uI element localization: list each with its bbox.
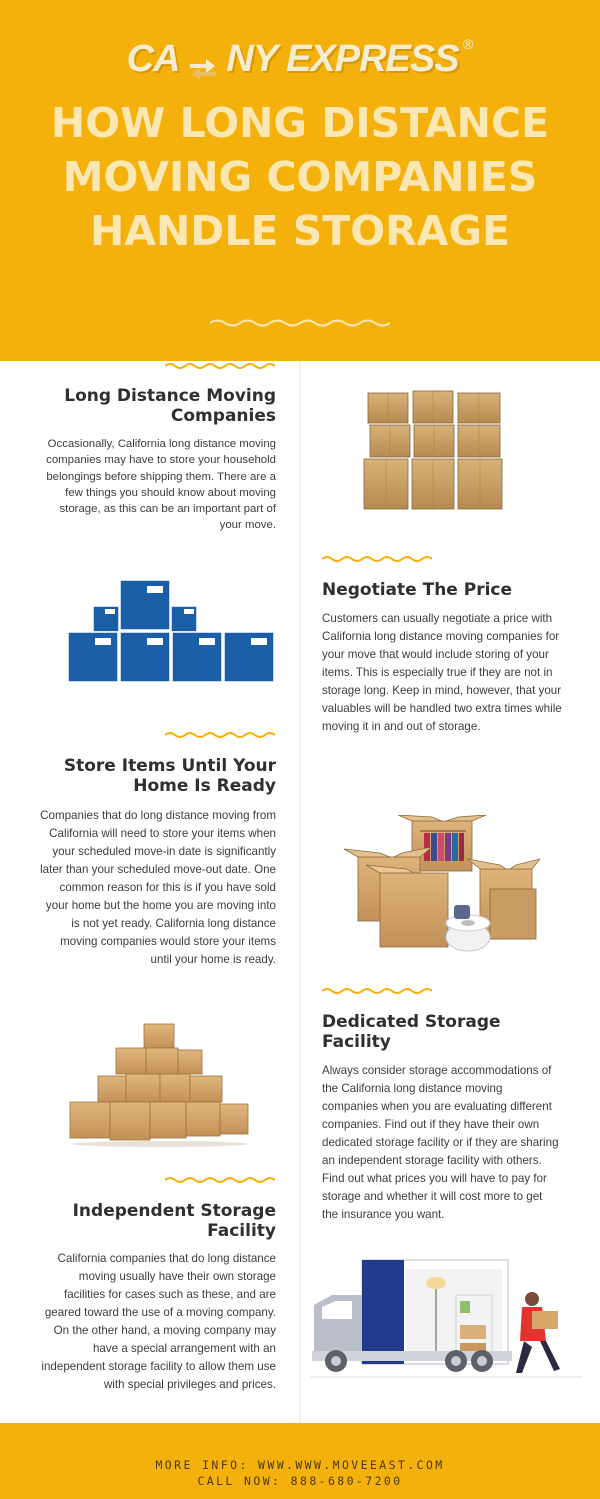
registered-mark: ® xyxy=(463,36,474,52)
section-wave-divider xyxy=(165,362,275,370)
section-text: Customers can usually negotiate a price with California long distance moving companies for your move that would include storing of your items. This is especially true if they are not in storage long. Keep in mind, however, that your valuables will be handled two extra times while moving it in and out of storage. xyxy=(322,612,562,733)
moving-truck-with-mover-image xyxy=(310,1255,582,1385)
page-title: HOW LONG DISTANCE MOVING COMPANIES HANDLE STORAGE xyxy=(50,99,550,255)
header-banner xyxy=(0,0,600,361)
company-logo[interactable] xyxy=(0,38,600,81)
section-text: Occasionally, California long distance moving companies may have to store your household belongings before shipping them. There are a few things you should know about moving storage, as this can be an important part of your move. xyxy=(46,438,276,532)
box-pyramid-image xyxy=(66,1020,252,1148)
cardboard-box-stack-image xyxy=(358,385,508,515)
section-title: Negotiate The Price xyxy=(322,580,513,600)
section-title: Independent Storage Facility xyxy=(72,1201,276,1241)
section-wave-divider xyxy=(322,555,432,563)
section-text: Always consider storage accommodations of the California long distance moving companies when you are evaluating different companies. Find out if they have their own dedicated storage facility or if they are sharing an independent storage facility with others. Find out what prices you will have to pay for storage and whether it will cost more to get the insurance you want. xyxy=(322,1064,559,1221)
more-info-link[interactable]: MORE INFO: WWW.WWW.MOVEEAST.COM xyxy=(155,1458,445,1472)
logo-arrows-icon xyxy=(188,54,218,80)
section-text: California companies that do long distance moving usually have their own storage facilities for cases such as these, and are geared toward the use of a moving company. On the other hand, a moving company may have a special arrangement with an independent storage facility to allow them use with special privileges and prices. xyxy=(41,1252,276,1391)
section-wave-divider xyxy=(165,731,275,739)
open-boxes-with-clothes-image xyxy=(340,815,540,955)
blue-box-pyramid-image xyxy=(67,578,275,684)
logo-text-left: CA xyxy=(126,38,180,80)
footer-bar xyxy=(0,1423,600,1499)
section-wave-divider xyxy=(165,1176,275,1184)
section-text: Companies that do long distance moving from California will need to store your items when your scheduled move-in date is significantly later than your scheduled move-out date. One common reason for this is if you have sold your home but the home you are moving into is not yet ready. California long distance moving companies would store your items until your home is ready. xyxy=(40,809,276,966)
section-title: Long Distance Moving Companies xyxy=(64,386,276,426)
center-divider xyxy=(299,361,301,1423)
section-title: Dedicated Storage Facility xyxy=(322,1012,501,1052)
section-title: Store Items Until Your Home Is Ready xyxy=(63,756,276,796)
title-wave-divider xyxy=(210,318,390,328)
logo-text-right: NY EXPRESS xyxy=(226,38,459,80)
section-wave-divider xyxy=(322,987,432,995)
call-now-link[interactable]: CALL NOW: 888-680-7200 xyxy=(197,1474,403,1488)
